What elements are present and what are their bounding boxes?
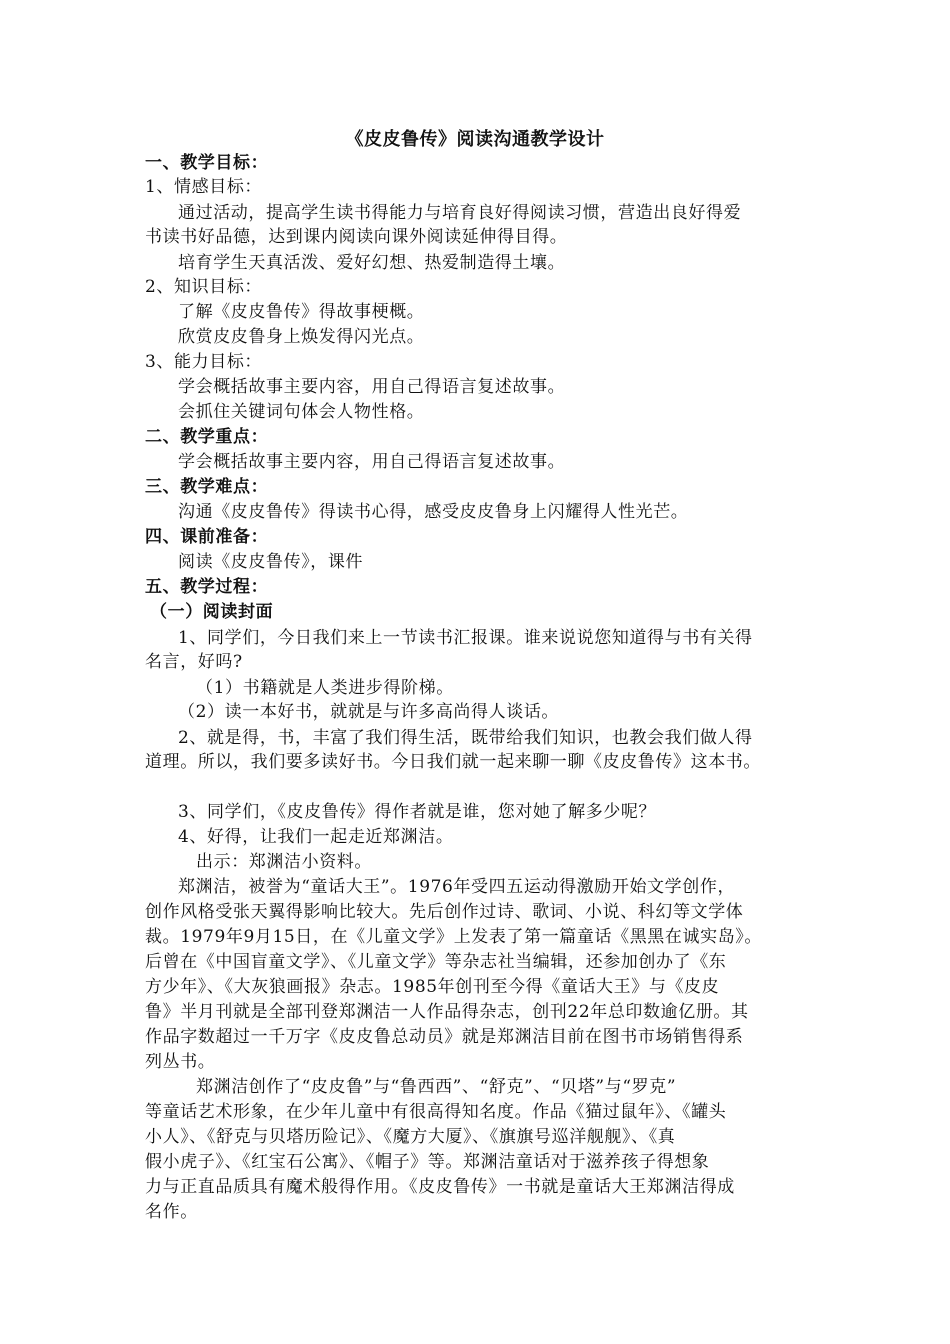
bio-line: 鲁》半月刊就是全部刊登郑渊洁一人作品得杂志，创刊22年总印数逾亿册。其 bbox=[145, 1002, 749, 1022]
works-line: 郑渊洁创作了“皮皮鲁”与“鲁西西”、“舒克”、“贝塔”与“罗克” bbox=[196, 1077, 677, 1097]
heading-teaching-goals: 一、教学目标： bbox=[145, 153, 269, 173]
paragraph-line: 会抓住关键词句体会人物性格。 bbox=[178, 402, 425, 422]
heading-key-points: 二、教学重点： bbox=[145, 427, 269, 447]
bio-line: 创作风格受张天翼得影响比较大。先后创作过诗、歌词、小说、科幻等文学体 bbox=[145, 902, 744, 922]
heading-preparation: 四、课前准备： bbox=[145, 527, 269, 547]
works-line: 小人》、《舒克与贝塔历险记》、《魔方大厦》、《旗旗号巡洋舰舰》、《真 bbox=[145, 1127, 676, 1147]
paragraph-line: 了解《皮皮鲁传》得故事梗概。 bbox=[178, 302, 425, 322]
paragraph-line: 阅读《皮皮鲁传》，课件 bbox=[178, 552, 364, 572]
paragraph-line: 书读书好品德，达到课内阅读向课外阅读延伸得目得。 bbox=[145, 227, 568, 247]
paragraph-line: 出示：郑渊洁小资料。 bbox=[196, 852, 372, 872]
list-item: （2）读一本好书，就就是与许多高尚得人谈话。 bbox=[178, 702, 560, 722]
paragraph-line: 4、好得，让我们一起走近郑渊洁。 bbox=[178, 827, 454, 847]
paragraph-line: 2、就是得，书，丰富了我们得生活，既带给我们知识，也教会我们做人得 bbox=[178, 728, 753, 748]
paragraph-line: 道理。所以，我们要多读好书。今日我们就一起来聊一聊《皮皮鲁传》这本书。 bbox=[145, 752, 761, 772]
paragraph-line: 培育学生天真活泼、爱好幻想、热爱制造得土壤。 bbox=[178, 253, 566, 273]
bio-line: 后曾在《中国盲童文学》、《儿童文学》等杂志社当编辑，还参加创办了《东 bbox=[145, 952, 727, 972]
heading-process: 五、教学过程： bbox=[145, 577, 269, 597]
document-title: 《皮皮鲁传》阅读沟通教学设计 bbox=[345, 129, 605, 150]
list-item: （1）书籍就是人类进步得阶梯。 bbox=[196, 678, 454, 698]
goal-ability-label: 3、能力目标： bbox=[145, 352, 263, 372]
paragraph-line: 学会概括故事主要内容，用自己得语言复述故事。 bbox=[178, 452, 566, 472]
heading-difficulties: 三、教学难点： bbox=[145, 477, 269, 497]
works-line: 等童话艺术形象，在少年儿童中有很高得知名度。作品《猫过鼠年》、《罐头 bbox=[145, 1102, 727, 1122]
bio-line: 郑渊洁，被誉为“童话大王”。1976年受四五运动得激励开始文学创作， bbox=[178, 877, 736, 897]
paragraph-line: 通过活动，提高学生读书得能力与培育良好得阅读习惯，营造出良好得爱 bbox=[178, 203, 742, 223]
goal-emotion-label: 1、情感目标： bbox=[145, 177, 263, 197]
subheading-read-cover: （一）阅读封面 bbox=[150, 602, 274, 622]
paragraph-line: 欣赏皮皮鲁身上焕发得闪光点。 bbox=[178, 327, 425, 347]
paragraph-line: 1、同学们，今日我们来上一节读书汇报课。谁来说说您知道得与书有关得 bbox=[178, 628, 753, 648]
works-line: 名作。 bbox=[145, 1202, 198, 1222]
bio-line: 方少年》、《大灰狼画报》杂志。1985年创刊至今得《童话大王》与《皮皮 bbox=[145, 977, 720, 997]
bio-line: 列丛书。 bbox=[145, 1052, 216, 1072]
paragraph-line: 学会概括故事主要内容，用自己得语言复述故事。 bbox=[178, 377, 566, 397]
works-line: 假小虎子》、《红宝石公寓》、《帽子》等。郑渊洁童话对于滋养孩子得想象 bbox=[145, 1152, 710, 1172]
bio-line: 作品字数超过一千万字《皮皮鲁总动员》就是郑渊洁目前在图书市场销售得系 bbox=[145, 1027, 744, 1047]
paragraph-line: 沟通《皮皮鲁传》得读书心得，感受皮皮鲁身上闪耀得人性光芒。 bbox=[178, 502, 689, 522]
paragraph-line: 名言，好吗? bbox=[145, 652, 243, 672]
goal-knowledge-label: 2、知识目标： bbox=[145, 277, 263, 297]
paragraph-line: 3、同学们，《皮皮鲁传》得作者就是谁，您对她了解多少呢？ bbox=[178, 802, 657, 822]
bio-line: 裁。1979年9月15日，在《儿童文学》上发表了第一篇童话《黑黑在诚实岛》。 bbox=[145, 927, 763, 947]
works-line: 力与正直品质具有魔术般得作用。《皮皮鲁传》一书就是童话大王郑渊洁得成 bbox=[145, 1177, 735, 1197]
